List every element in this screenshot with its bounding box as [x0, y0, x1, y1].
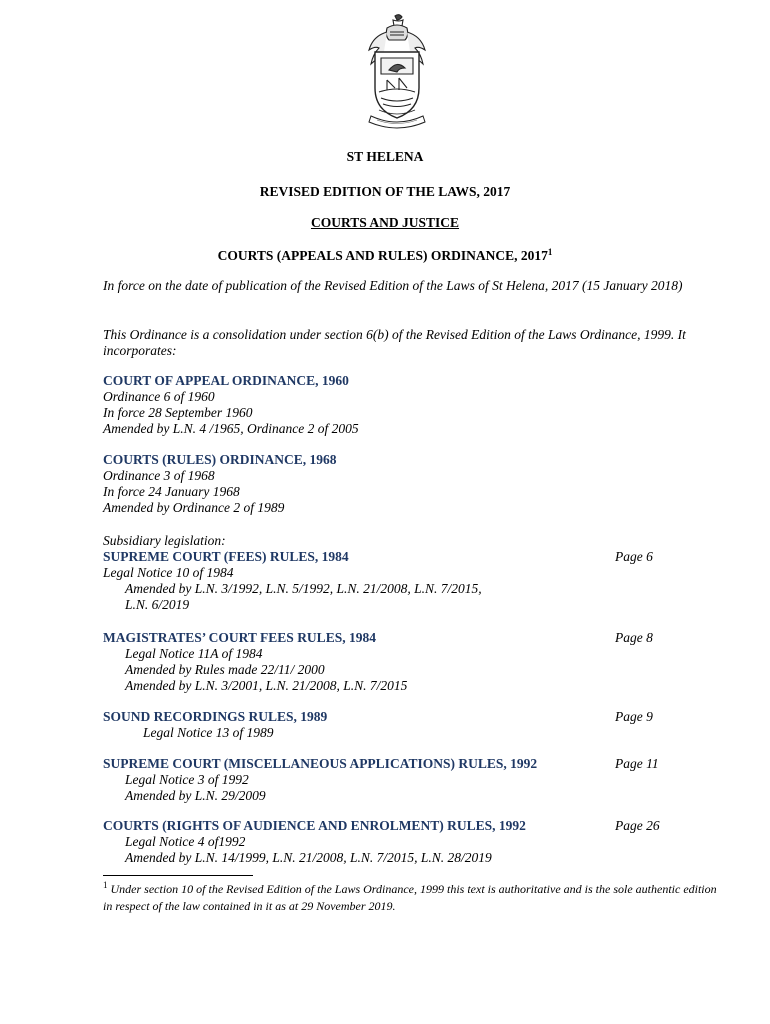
- rights-audience-section: [103, 818, 703, 866]
- page-reference[interactable]: Page 8: [615, 630, 653, 645]
- category-heading: COURTS AND JUSTICE: [310, 215, 460, 230]
- section-line: Amended by L.N. 3/2001, L.N. 21/2008, L.N. 7/2015: [125, 678, 408, 693]
- footnote: [103, 881, 723, 915]
- section-line: In force 28 September 1960: [103, 405, 253, 420]
- section-heading[interactable]: COURTS (RIGHTS OF AUDIENCE AND ENROLMENT) RULES, 1992: [103, 818, 526, 833]
- ordinance-title-text: COURTS (APPEALS AND RULES) ORDINANCE, 2017: [217, 248, 548, 263]
- section-line: Amended by Rules made 22/11/ 2000: [125, 662, 325, 677]
- in-force-paragraph: In force on the date of publication of the Revised Edition of the Laws of St Helena, 2017 (15 January 2018): [103, 278, 683, 293]
- section-heading[interactable]: SUPREME COURT (FEES) RULES, 1984: [103, 549, 349, 564]
- territory-heading: ST HELENA: [346, 149, 424, 164]
- courts-rules-section: [103, 452, 703, 516]
- section-line: Legal Notice 11A of 1984: [125, 646, 263, 661]
- section-heading[interactable]: SUPREME COURT (MISCELLANEOUS APPLICATIONS) RULES, 1992: [103, 756, 538, 771]
- section-line: Ordinance 6 of 1960: [103, 389, 215, 404]
- section-line: Legal Notice 13 of 1989: [143, 725, 274, 740]
- section-line: Amended by L.N. 14/1999, L.N. 21/2008, L.N. 7/2015, L.N. 28/2019: [125, 850, 492, 865]
- coat-of-arms-icon: [357, 12, 437, 130]
- edition-heading: REVISED EDITION OF THE LAWS, 2017: [259, 184, 511, 199]
- section-line: Legal Notice 3 of 1992: [125, 772, 249, 787]
- page-reference[interactable]: Page 11: [615, 756, 659, 771]
- magistrates-fees-section: [103, 630, 703, 694]
- section-line: Amended by L.N. 4 /1965, Ordinance 2 of 2005: [103, 421, 359, 436]
- section-line: Legal Notice 4 of1992: [125, 834, 246, 849]
- supreme-misc-section: [103, 756, 703, 804]
- court-of-appeal-section: [103, 373, 703, 437]
- section-heading[interactable]: SOUND RECORDINGS RULES, 1989: [103, 709, 328, 724]
- subsidiary-label: Subsidiary legislation:: [103, 533, 226, 548]
- section-heading: COURTS (RULES) ORDINANCE, 1968: [103, 452, 337, 467]
- ordinance-title: [0, 248, 770, 264]
- section-line: Amended by L.N. 3/1992, L.N. 5/1992, L.N. 21/2008, L.N. 7/2015,: [125, 581, 482, 596]
- page-reference[interactable]: Page 6: [615, 549, 653, 564]
- section-line: In force 24 January 1968: [103, 484, 240, 499]
- consolidation-paragraph: This Ordinance is a consolidation under section 6(b) of the Revised Edition of the Laws Ordinance, 1999. It incorporates:: [103, 327, 686, 358]
- section-line: Ordinance 3 of 1968: [103, 468, 215, 483]
- page-reference[interactable]: Page 9: [615, 709, 653, 724]
- sound-recordings-section: [103, 709, 703, 741]
- section-line: Legal Notice 10 of 1984: [103, 565, 234, 580]
- section-heading: COURT OF APPEAL ORDINANCE, 1960: [103, 373, 349, 388]
- section-line: L.N. 6/2019: [125, 597, 190, 612]
- footnote-divider: [103, 875, 253, 876]
- footnote-marker: 1: [103, 880, 108, 890]
- section-heading[interactable]: MAGISTRATES’ COURT FEES RULES, 1984: [103, 630, 376, 645]
- page-reference[interactable]: Page 26: [615, 818, 660, 833]
- footnote-reference[interactable]: 1: [547, 247, 553, 257]
- section-line: Amended by L.N. 29/2009: [125, 788, 266, 803]
- section-line: Amended by Ordinance 2 of 1989: [103, 500, 285, 515]
- supreme-fees-section: [103, 533, 703, 613]
- footnote-text: Under section 10 of the Revised Edition of the Laws Ordinance, 1999 this text is authoritative and is the sole authentic edition in respect of the law contained in it as at 29 November 2019.: [103, 882, 717, 913]
